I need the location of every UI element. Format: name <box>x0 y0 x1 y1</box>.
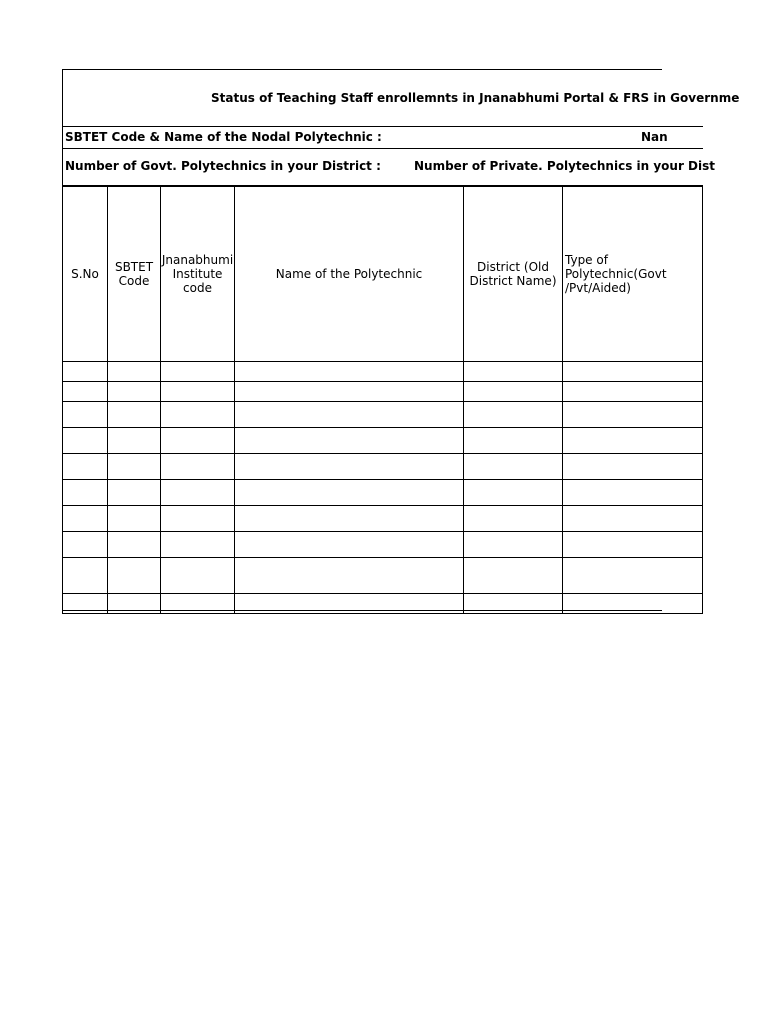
private-polytechnic-count-label: Number of Private. Polytechnics in your Dist <box>414 159 716 173</box>
cell[interactable] <box>161 532 235 558</box>
cell[interactable] <box>63 594 108 614</box>
cell[interactable] <box>563 382 703 402</box>
table-row <box>63 532 703 558</box>
nodal-right-label: Nan <box>641 130 668 144</box>
cell[interactable] <box>108 382 161 402</box>
cell[interactable] <box>563 532 703 558</box>
header-jnanabhumi-code: Jnanabhumi Institute code <box>161 187 235 362</box>
cell[interactable] <box>235 594 464 614</box>
table-row <box>63 558 703 594</box>
table-row <box>63 506 703 532</box>
cell[interactable] <box>464 506 563 532</box>
cell[interactable] <box>464 402 563 428</box>
cell[interactable] <box>464 382 563 402</box>
cell[interactable] <box>464 428 563 454</box>
cell[interactable] <box>563 454 703 480</box>
header-polytechnic-type: Type of Polytechnic(Govt /Pvt/Aided) <box>563 187 703 362</box>
cell[interactable] <box>63 382 108 402</box>
cell[interactable] <box>63 402 108 428</box>
cell[interactable] <box>108 402 161 428</box>
cell[interactable] <box>563 428 703 454</box>
cell[interactable] <box>108 362 161 382</box>
cell[interactable] <box>235 558 464 594</box>
cell[interactable] <box>161 402 235 428</box>
cell[interactable] <box>235 454 464 480</box>
cell[interactable] <box>563 362 703 382</box>
cell[interactable] <box>63 532 108 558</box>
cell[interactable] <box>464 594 563 614</box>
sheet-title: Status of Teaching Staff enrollemnts in Jnanabhumi Portal & FRS in Governme <box>211 91 740 105</box>
title-band <box>63 70 740 127</box>
cell[interactable] <box>108 594 161 614</box>
cell[interactable] <box>161 362 235 382</box>
cell[interactable] <box>235 362 464 382</box>
table-header-row <box>63 187 703 362</box>
header-polytechnic-name: Name of the Polytechnic <box>235 187 464 362</box>
cell[interactable] <box>63 428 108 454</box>
cell[interactable] <box>108 532 161 558</box>
table-row <box>63 428 703 454</box>
cell[interactable] <box>563 506 703 532</box>
cell[interactable] <box>563 480 703 506</box>
cell[interactable] <box>235 480 464 506</box>
cell[interactable] <box>464 532 563 558</box>
table-row <box>63 382 703 402</box>
header-sno: S.No <box>63 187 108 362</box>
cell[interactable] <box>63 558 108 594</box>
cell[interactable] <box>235 532 464 558</box>
cell[interactable] <box>108 454 161 480</box>
cell[interactable] <box>161 382 235 402</box>
header-sbtet-code: SBTET Code <box>108 187 161 362</box>
cell[interactable] <box>161 454 235 480</box>
cell[interactable] <box>464 480 563 506</box>
cell[interactable] <box>108 506 161 532</box>
cell[interactable] <box>161 480 235 506</box>
cell[interactable] <box>63 506 108 532</box>
cell[interactable] <box>563 402 703 428</box>
table-row <box>63 402 703 428</box>
cell[interactable] <box>235 382 464 402</box>
cell[interactable] <box>235 402 464 428</box>
table-row <box>63 362 703 382</box>
cell[interactable] <box>161 558 235 594</box>
cell[interactable] <box>108 558 161 594</box>
polytechnic-count-row <box>63 149 716 186</box>
nodal-polytechnic-row <box>63 127 703 149</box>
cell[interactable] <box>63 480 108 506</box>
cell[interactable] <box>63 362 108 382</box>
spreadsheet-sheet <box>62 69 740 611</box>
cell[interactable] <box>63 454 108 480</box>
cell[interactable] <box>161 506 235 532</box>
cell[interactable] <box>464 362 563 382</box>
cell[interactable] <box>108 428 161 454</box>
cell[interactable] <box>563 594 703 614</box>
table-row <box>63 454 703 480</box>
cell[interactable] <box>235 428 464 454</box>
cell[interactable] <box>108 480 161 506</box>
table-row <box>63 480 703 506</box>
cell[interactable] <box>563 558 703 594</box>
polytechnic-table <box>62 186 703 614</box>
cell[interactable] <box>235 506 464 532</box>
cell[interactable] <box>161 428 235 454</box>
cell[interactable] <box>464 558 563 594</box>
govt-polytechnic-count-label: Number of Govt. Polytechnics in your District : <box>65 159 381 173</box>
header-district: District (Old District Name) <box>464 187 563 362</box>
cell[interactable] <box>464 454 563 480</box>
cell[interactable] <box>161 594 235 614</box>
nodal-polytechnic-label: SBTET Code & Name of the Nodal Polytechnic : <box>65 130 382 144</box>
table-row <box>63 594 703 614</box>
